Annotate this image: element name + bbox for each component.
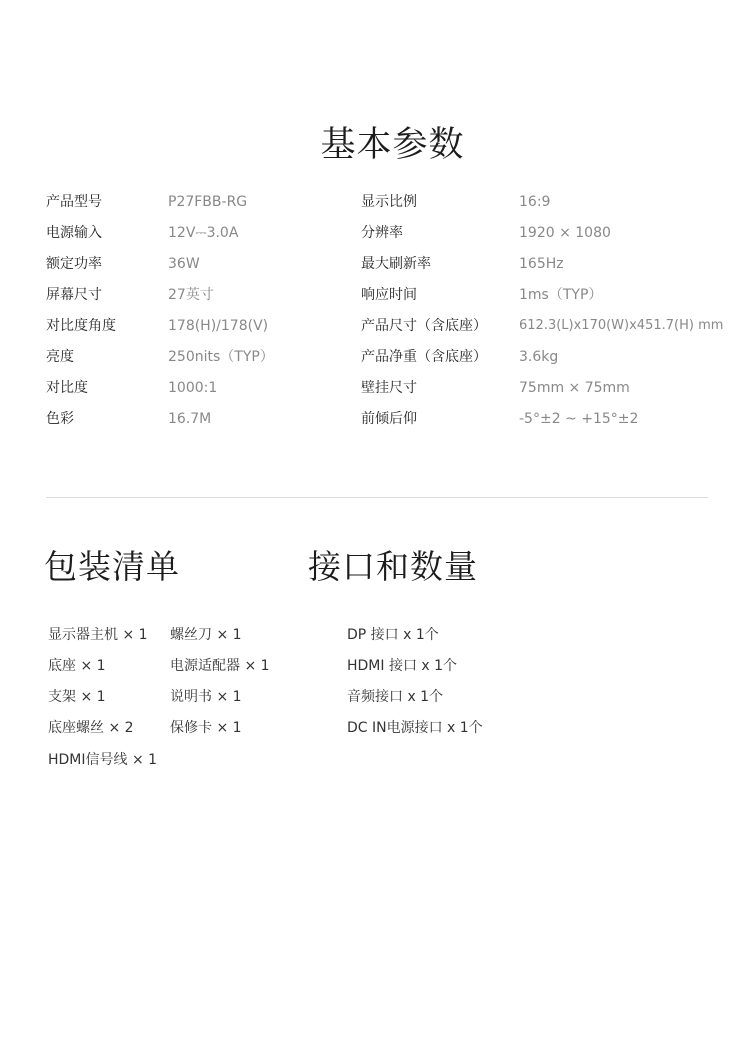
spec-label: 最大刷新率 [361,256,431,272]
spec-label: 额定功率 [46,256,102,272]
spec-label: 前倾后仰 [361,411,417,427]
spec-value: 27英寸 [168,287,214,303]
spec-row [0,408,750,430]
spec-label: 产品尺寸（含底座） [361,318,487,334]
spec-label: 产品净重（含底座） [361,349,487,365]
port-item: 音频接口 x 1个 [347,689,444,705]
spec-label: 对比度 [46,380,88,396]
spec-row [0,191,750,213]
spec-row [0,253,750,275]
spec-row [0,315,750,337]
port-item: HDMI 接口 x 1个 [347,658,458,674]
port-item: DP 接口 x 1个 [347,627,439,643]
spec-label: 屏幕尺寸 [46,287,102,303]
ports-title: 接口和数量 [308,547,478,586]
packing-list-title: 包装清单 [44,547,180,586]
packing-item: 支架 × 1 [48,689,106,705]
spec-label: 电源输入 [46,225,102,241]
spec-value: 250nits（TYP） [168,349,274,365]
basic-params-title: 基本参数 [320,125,465,165]
spec-label: 响应时间 [361,287,417,303]
spec-label: 显示比例 [361,194,417,210]
spec-label: 亮度 [46,349,74,365]
spec-value: -5°±2 ~ +15°±2 [519,411,639,427]
spec-value: 165Hz [519,256,564,272]
spec-value: 178(H)/178(V) [168,318,269,334]
port-item: DC IN电源接口 x 1个 [347,720,483,736]
spec-value: 12V⎓3.0A [168,225,239,241]
spec-value: 1000:1 [168,380,218,396]
spec-label: 壁挂尺寸 [361,380,417,396]
spec-label: 分辨率 [361,225,403,241]
packing-item: HDMI信号线 × 1 [48,752,158,768]
spec-label: 对比度角度 [46,318,116,334]
spec-value: 16:9 [519,194,551,210]
spec-row [0,222,750,244]
packing-item: 说明书 × 1 [170,689,242,705]
spec-row [0,346,750,368]
spec-value: 75mm × 75mm [519,380,630,396]
spec-label: 产品型号 [46,194,102,210]
packing-item: 底座螺丝 × 2 [48,720,134,736]
spec-value: P27FBB-RG [168,194,248,210]
packing-item: 显示器主机 × 1 [48,627,148,643]
spec-value: 612.3(L)x170(W)x451.7(H) mm [519,318,724,333]
spec-value: 1ms（TYP） [519,287,603,303]
packing-item: 保修卡 × 1 [170,720,242,736]
spec-label: 色彩 [46,411,74,427]
spec-value: 1920 × 1080 [519,225,611,241]
spec-value: 16.7M [168,411,212,427]
packing-item: 螺丝刀 × 1 [170,627,242,643]
spec-value: 3.6kg [519,349,559,365]
packing-item: 底座 × 1 [48,658,106,674]
section-divider [46,497,708,498]
packing-item: 电源适配器 × 1 [170,658,270,674]
spec-row [0,284,750,306]
spec-value: 36W [168,256,200,272]
spec-row [0,377,750,399]
